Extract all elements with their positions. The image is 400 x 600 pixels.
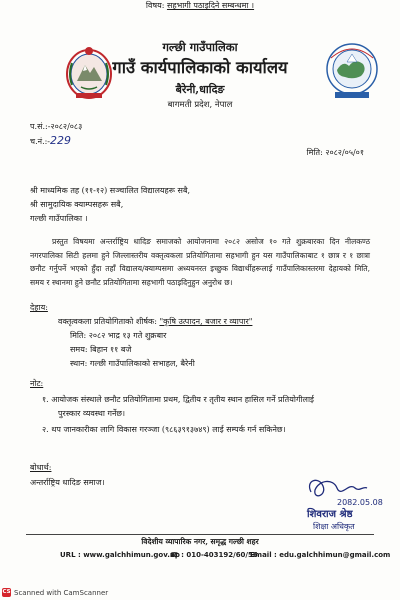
letter-ref-number (30, 121, 82, 132)
title-label: वक्तृत्वकला प्रतियोगिताको शीर्षक: (58, 317, 157, 326)
dispatch-number (30, 134, 71, 147)
signature-stroke (310, 480, 367, 495)
note-1-continued: पुरस्कार व्यवस्था गर्नेछ। (58, 409, 126, 418)
signature-seal (297, 472, 383, 534)
dispatch-value: 229 (50, 134, 72, 147)
seal-designation: शिक्षा अधिकृत (313, 522, 355, 531)
footer-phone: ☎ : 010-403192/60/56 (170, 551, 258, 559)
recipient-line: गल्छी गाउँपालिका । (30, 214, 88, 223)
subject-text: सहभागी पठाइदिने सम्बन्धमा । (166, 1, 255, 10)
date-value: २०८२/०५/०१ (325, 148, 364, 157)
recipient-line: श्री सामुदायिक क्याम्पसहरू सबै, (30, 200, 124, 209)
date-label: मिति: (306, 148, 323, 157)
cc-recipient: अन्तर्राष्ट्रिय धादिङ समाज। (30, 478, 105, 487)
footer-divider (26, 534, 374, 535)
signature-date: 2082.05.08 (337, 498, 383, 507)
notes-heading: नोट: (30, 379, 44, 388)
details-heading: देहाय: (30, 303, 48, 312)
competition-title (58, 316, 252, 327)
note-2: २. थप जानकारीका लागि विकास गरञ्जा (९८६३९१३७४९) लाई सम्पर्क गर्न सकिनेछ। (42, 425, 286, 434)
scanner-watermark (2, 588, 108, 597)
scanner-text: Scanned with CamScanner (14, 588, 109, 597)
subject-label: विषय: (145, 1, 165, 10)
letter-subject (0, 0, 400, 11)
footer-url: URL : www.galchhimun.gov.np (60, 551, 180, 559)
title-value: "कृषि उत्पादन, बजार र व्यापार" (159, 317, 253, 326)
note-1: १. आयोजक संस्थाले छनौट प्रतियोगितामा प्रथम, द्वितीय र तृतीय स्थान हासिल गर्ने प्रतियोगीलाई (42, 395, 314, 404)
body-paragraph: प्रस्तुत विषयमा अन्तर्राष्ट्रिय धादिङ समाजको आयोजनामा २०८२ असोज १० गते शुक्रबारका दिन नीलकण्ठ नगरपालिका सिटी हलमा हुने जिल्लास्तरीय वक्तृत्वकला प्रतियोगितामा सहभागी हुन यस गाउँपालिकाबाट १ छात्र र १ छात्रा छनौट गर्नुपर्ने भएको हुँदा तहाँ विद्यालय/क्याम्पसमा अध्ययनरत इच्छुक विद्यार्थीहरूलाई गाउँपालिकास्तरमा देहायको मिति, समय र स्थानमा हुने छनौट प्रतियोगितामा सहभागी पठाइदिनुहुन अनुरोध छ। (30, 237, 370, 287)
province-country: बागमती प्रदेश, नेपाल (167, 100, 233, 110)
camscanner-icon: CS (2, 589, 11, 595)
event-time: समय: बिहान ११ बजे (70, 345, 132, 354)
cc-heading: बोधार्थ: (30, 463, 52, 472)
event-place: स्थान: गल्छी गाउँपालिकाको सभाहल, बैरेनी (70, 359, 195, 368)
office-name: गाउँ कार्यपालिकाको कार्यालय (112, 58, 288, 77)
ref-label: प.सं.:- (30, 122, 51, 131)
letter-date (307, 147, 364, 158)
ref-value: २०८२/०८३ (50, 122, 83, 131)
dispatch-label: च.नं.:- (30, 137, 51, 146)
footer-email: Email : edu.galchhimun@gmail.com (250, 551, 391, 559)
municipality-name: गल्छी गाउँपालिका (162, 40, 238, 54)
seal-name: शिवराज श्रेष्ठ (307, 509, 353, 520)
recipient-line: श्री माध्यमिक तह (११-१२) सञ्चालित विद्यालयहरू सबै, (30, 186, 191, 195)
event-date: मिति: २०८२ भाद्र १३ गते शुक्रबार (70, 331, 167, 340)
footer-tagline: विदेशीय व्यापारिक नगर, समृद्ध गल्छी शहर (141, 537, 259, 546)
office-location: बैरेनी,धादिङ (175, 83, 225, 96)
